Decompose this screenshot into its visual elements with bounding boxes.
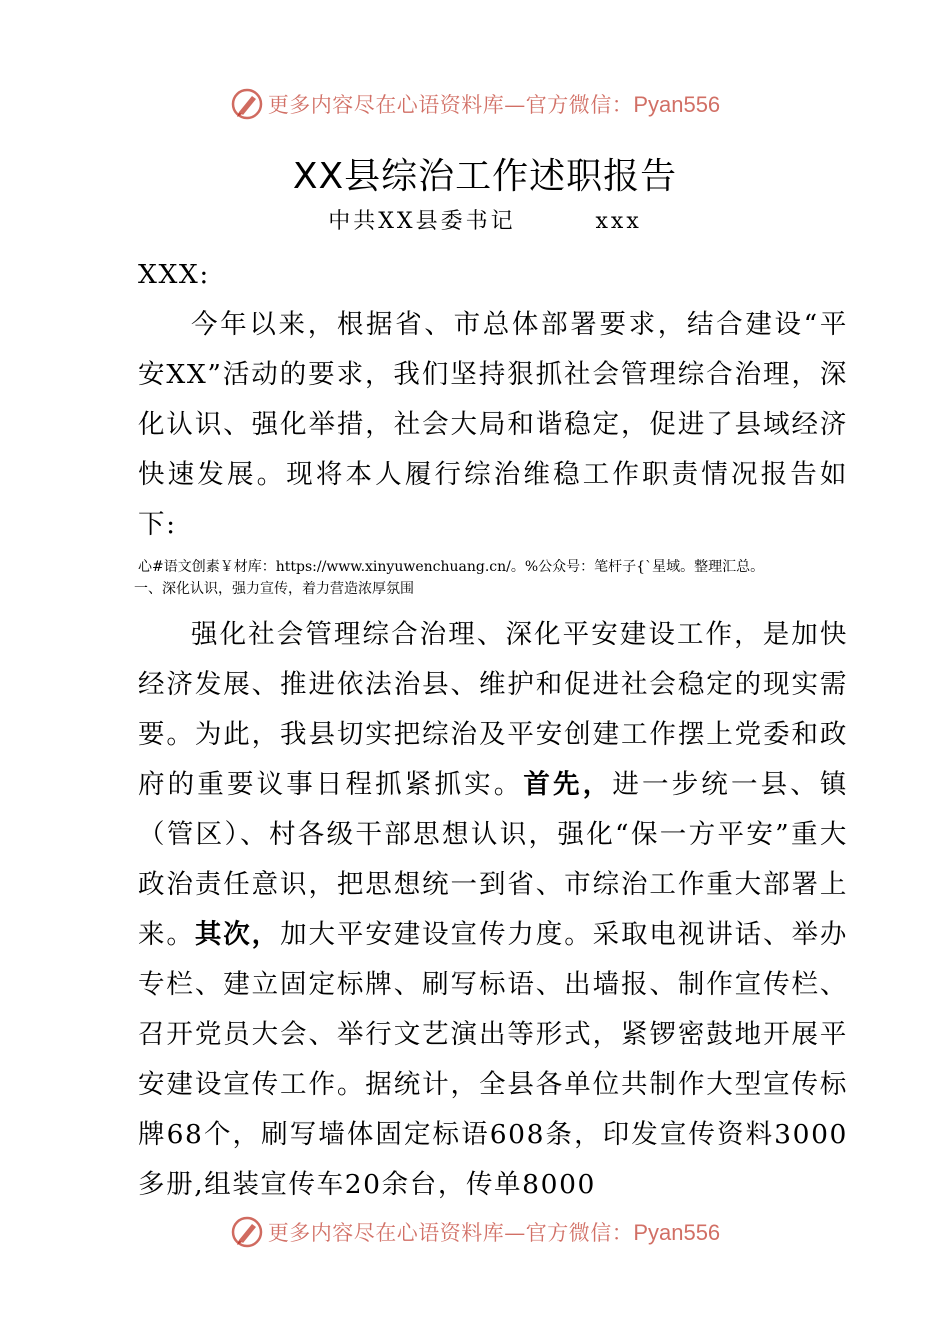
document-title: XX县综治工作述职报告 [292,156,678,197]
intro-paragraph: 今年以来，根据省、市总体部署要求，结合建设“平安XX”活动的要求，我们坚持狠抓社会管理综合治理，深化认识、强化举措，社会大局和谐稳定，促进了县域经济快速发展。现将本人履行综治维稳工作职责情况报告如下: [138,309,848,540]
watermark-text: 更多内容尽在心语资料库—官方微信：Pyan556 [267,92,721,117]
document-body [134,250,849,1210]
emphasis-first: 首先， [523,769,613,800]
pen-logo-icon [230,1215,264,1249]
section-1-paragraph: 强化社会管理综合治理、深化平安建设工作，是加快经济发展、推进依法治县、维护和促进社会稳定的现实需要。为此，我县切实把综治及平安创建工作摆上党委和政府的重要议事日程抓紧抓实。首先，进一步统一县、镇（管区）、村各级干部思想认识，强化“保一方平安”重大政治责任意识，把思想统一到省、市综治工作重大部署上来。其次，加大平安建设宣传力度。采取电视讲话、举办专栏、建立固定标牌、刷写标语、出墙报、制作宣传栏、召开党员大会、举行文艺演出等形式，紧锣密鼓地开展平安建设宣传工作。据统计，全县各单位共制作大型宣传标牌68个，刷写墙体固定标语608条，印发宣传资料3000多册,组装宣传车20余台，传单8000 [138,619,849,1200]
watermark-wechat-id: Pyan556 [633,92,721,117]
pen-logo-icon [230,87,264,121]
watermark-footer [0,1212,950,1252]
document-subtitle: 中共XX县委书记 xxx [328,209,642,234]
emphasis-second: 其次， [194,919,281,950]
watermark-header [0,84,950,124]
watermark-text: 更多内容尽在心语资料库—官方微信：Pyan556 [267,1220,721,1245]
watermark-wechat-id: Pyan556 [633,1220,721,1245]
salutation: XXX: [138,259,210,290]
section-1-heading: 一、深化认识，强力宣传，着力营造浓厚氛围 [134,581,414,597]
source-note: 心#语文创素￥材库：https://www.xinyuwenchuang.cn/。%公众号：笔杆子{`星域。整理汇总。 [138,559,765,575]
